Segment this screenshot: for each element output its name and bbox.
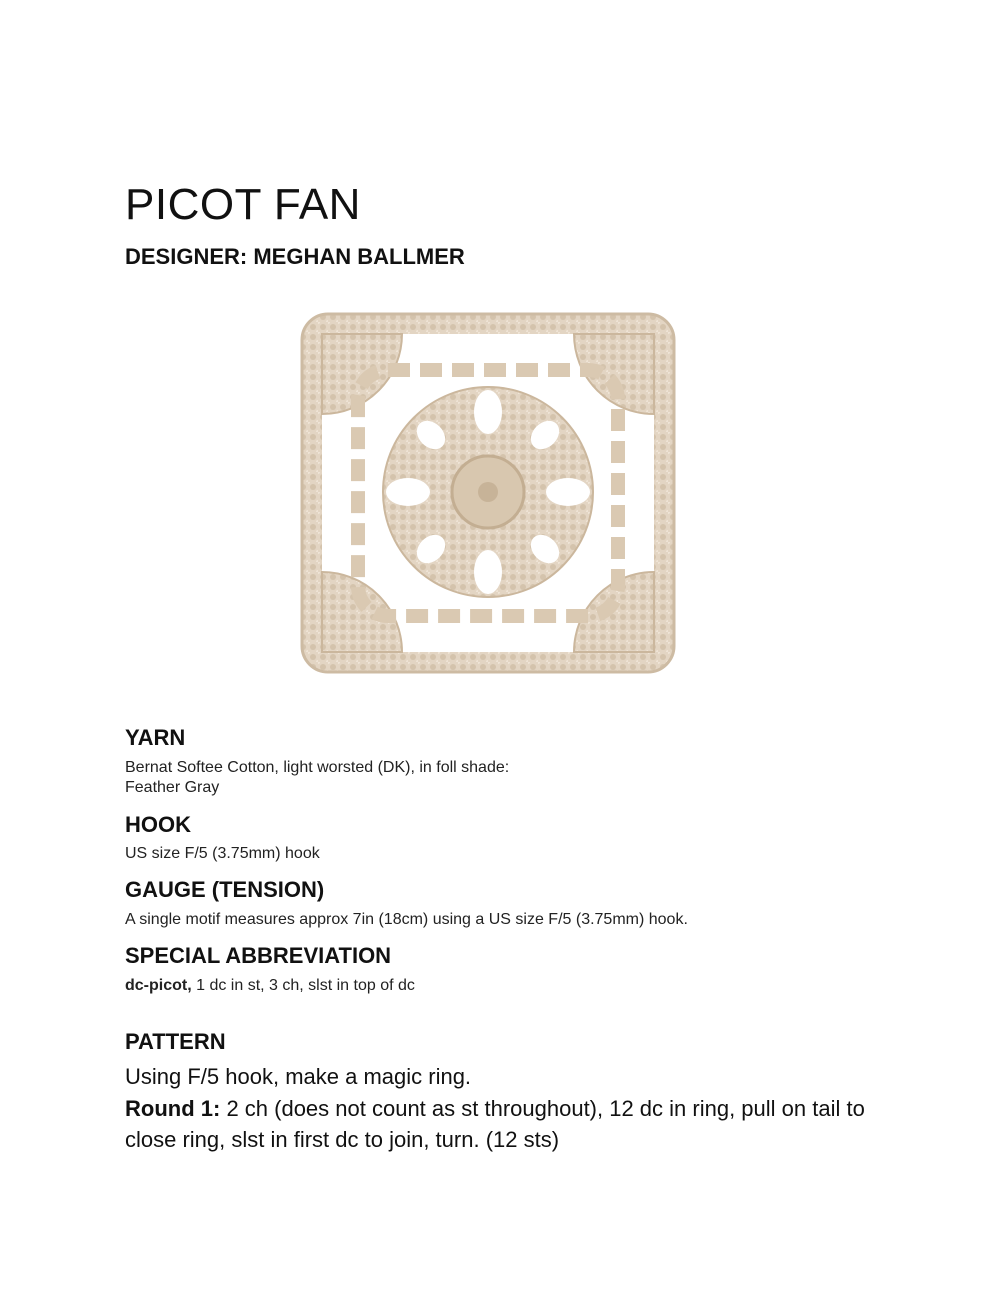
pattern-round-1 [125, 1093, 885, 1155]
crochet-motif-photo [288, 302, 688, 686]
abbreviation-definition: 1 dc in st, 3 ch, slst in top of dc [191, 977, 415, 994]
pattern-heading: PATTERN [125, 1029, 226, 1054]
yarn-line-1: Bernat Softee Cotton, light worsted (DK), in foll shade: [125, 759, 510, 776]
gauge-text: A single motif measures approx 7in (18cm) using a US size F/5 (3.75mm) hook. [125, 911, 688, 928]
special-abbreviation-text [125, 976, 415, 996]
abbreviation-term: dc-picot, [125, 977, 192, 994]
round-1-text: 2 ch (does not count as st throughout), 12 dc in ring, pull on tail to close ring, slst in first dc to join, turn. (12 sts) [125, 1096, 865, 1152]
designer-credit: DESIGNER: MEGHAN BALLMER [125, 244, 465, 269]
gauge-heading: GAUGE (TENSION) [125, 877, 325, 902]
page-title: PICOT FAN [125, 180, 361, 229]
hook-text: US size F/5 (3.75mm) hook [125, 845, 320, 862]
pattern-intro: Using F/5 hook, make a magic ring. [125, 1064, 472, 1089]
yarn-heading: YARN [125, 725, 186, 750]
hook-heading: HOOK [125, 812, 191, 837]
round-1-label: Round 1: [125, 1096, 221, 1121]
yarn-line-2: Feather Gray [125, 779, 220, 796]
special-abbreviation-heading: SPECIAL ABBREVIATION [125, 943, 392, 968]
